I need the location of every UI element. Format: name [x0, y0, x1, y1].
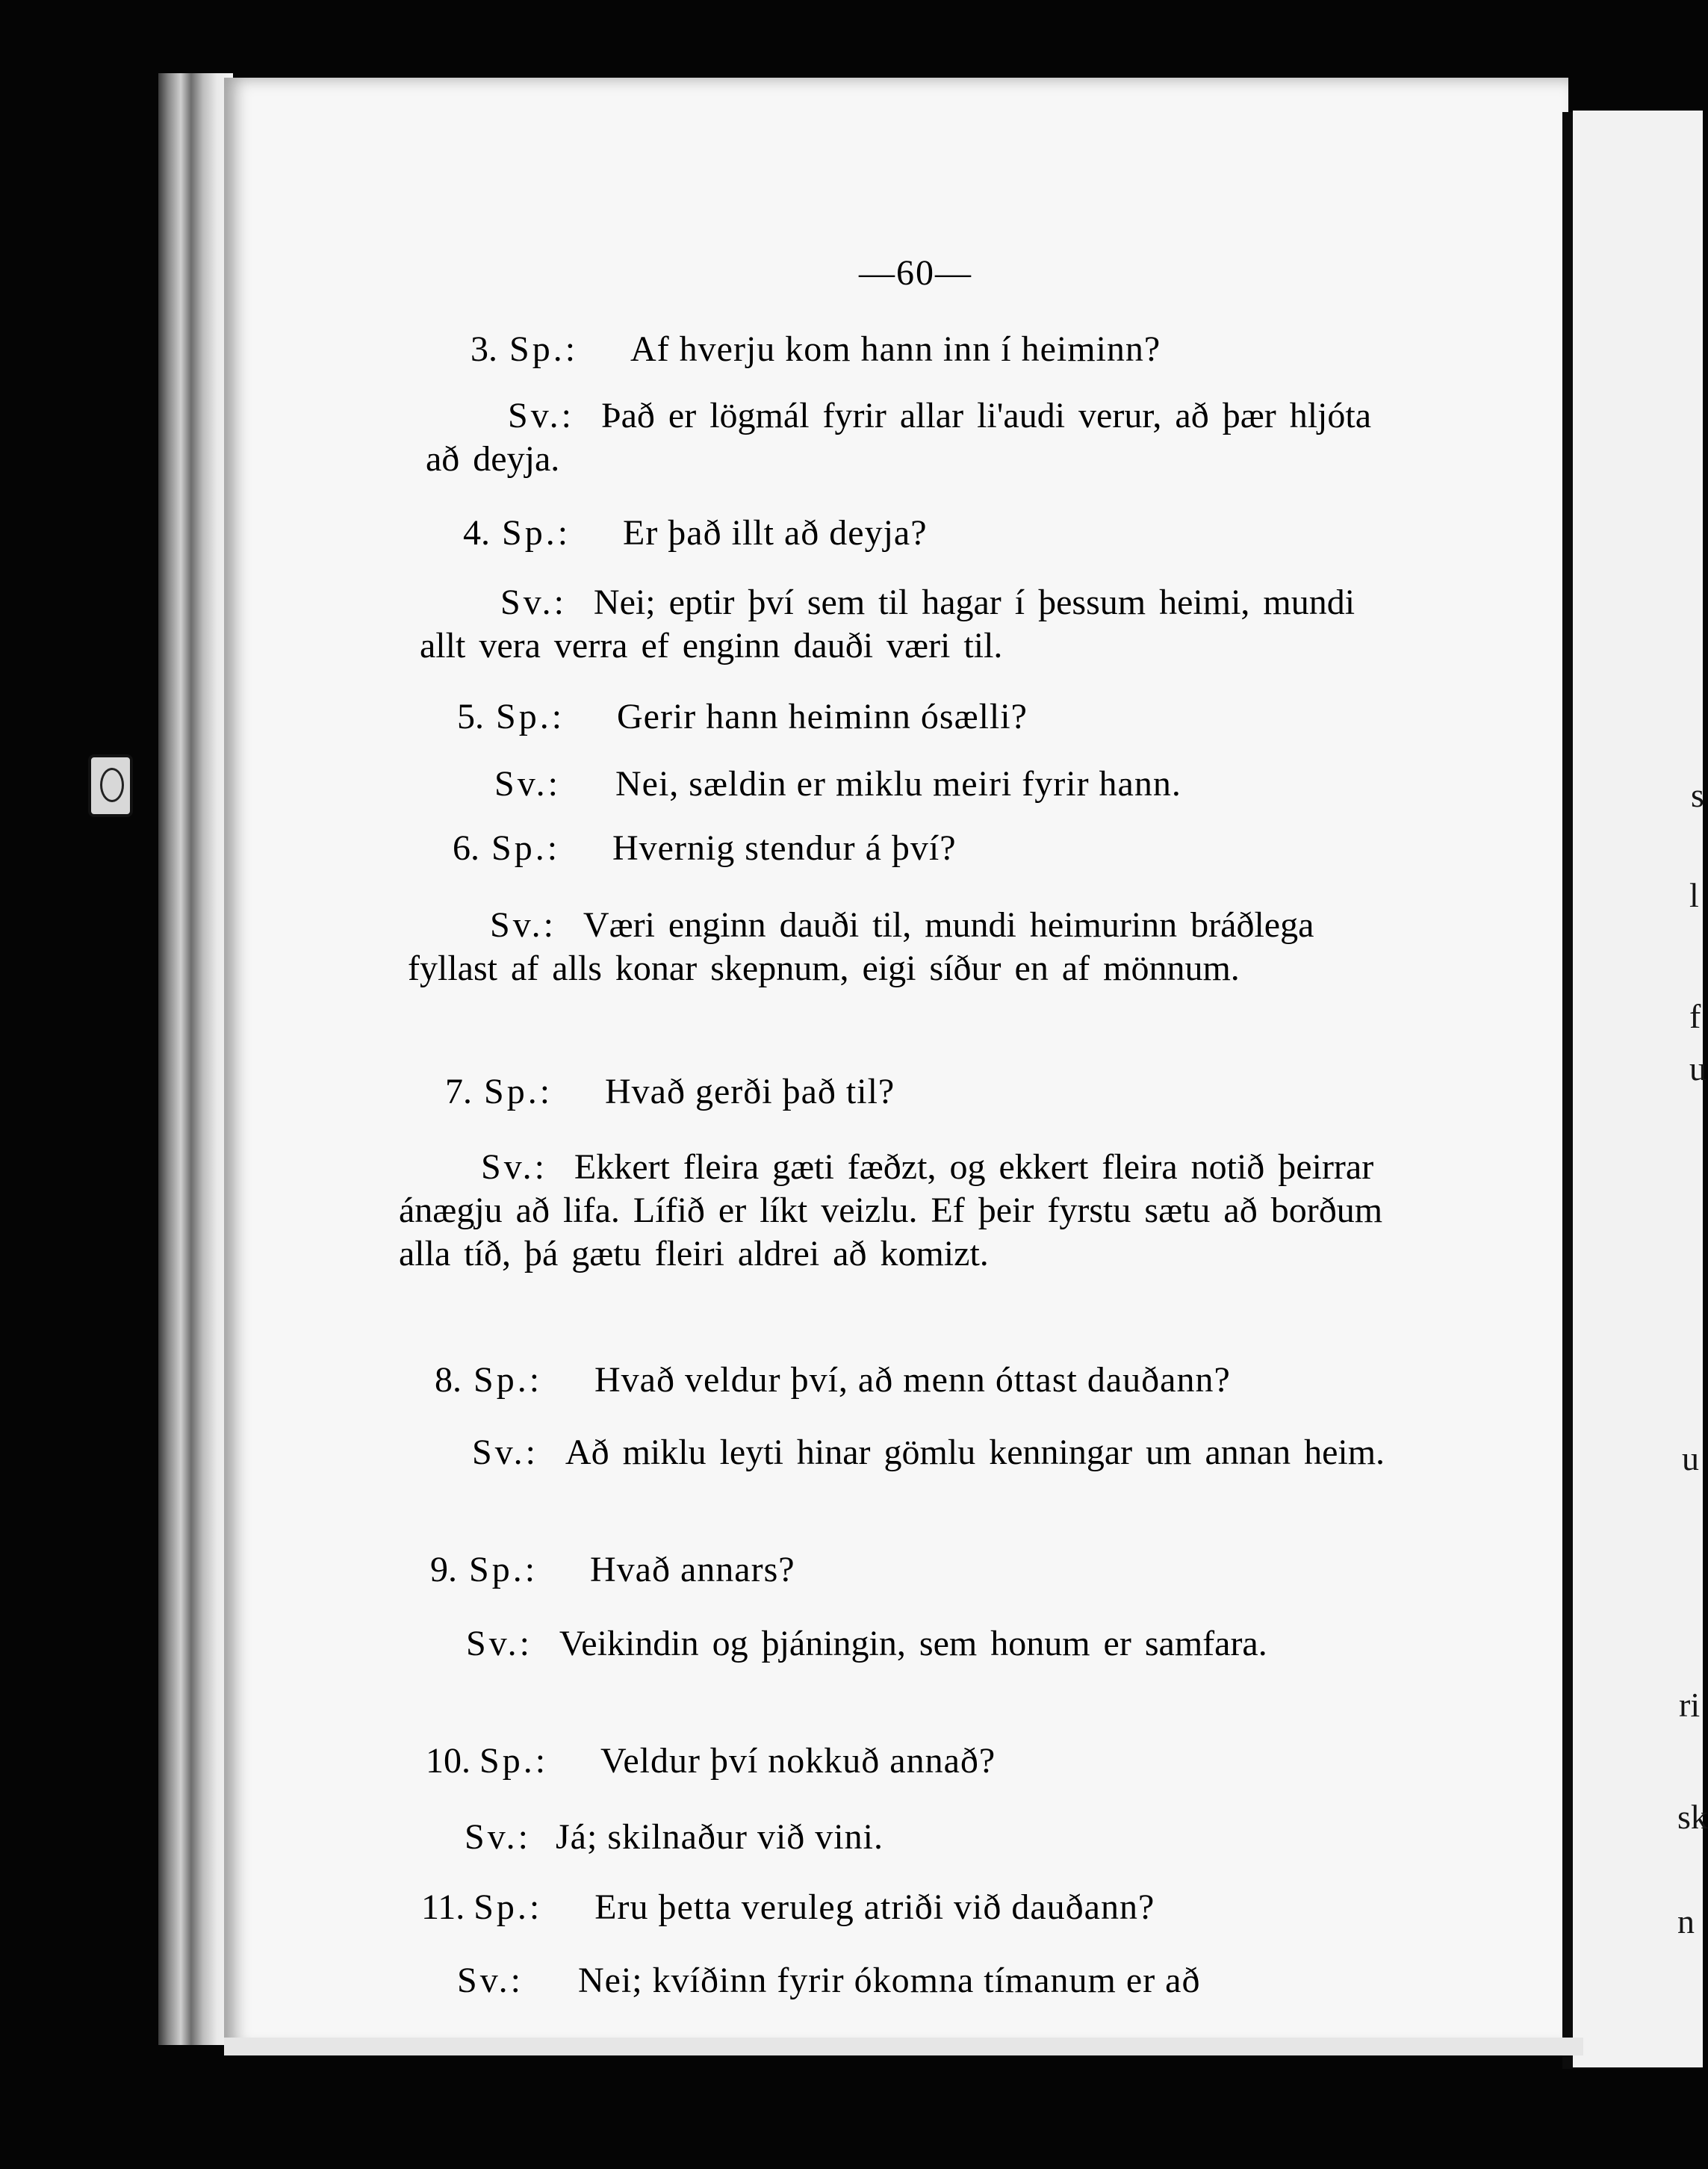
answer-text: Já; skilnaður við vini.: [556, 1817, 883, 1857]
question-text: Er það illt að deyja?: [623, 513, 928, 553]
question-label: Sp.:: [491, 828, 561, 868]
question-text: Eru þetta veruleg atriði við dauðann?: [594, 1887, 1155, 1927]
answer-3: [426, 394, 1412, 481]
page-edge-shadow: [1562, 112, 1573, 2069]
question-number: 6.: [453, 828, 479, 868]
question-number: 8.: [435, 1360, 462, 1400]
answer-text: Nei; kvíðinn fyrir ókomna tímanum er að: [578, 1961, 1201, 2000]
question-text: Hvernig stendur á því?: [612, 828, 957, 868]
question-number: 10.: [426, 1741, 471, 1781]
question-3: [471, 329, 1161, 370]
question-5: [457, 696, 1028, 737]
answer-text: Nei; eptir því sem til hagar í þessum heimi, mundi allt vera verra ef enginn dauði væri til.: [420, 583, 1355, 665]
question-label: Sp.:: [473, 1887, 543, 1927]
next-page-fragment: n: [1677, 1902, 1695, 1940]
question-10: [426, 1740, 996, 1781]
binding-clasp-icon: [88, 754, 133, 817]
answer-label: Sv.:: [472, 1433, 538, 1472]
answer-text: Ekkert fleira gæti fæðzt, og ekkert fleira notið þeirrar ánægju að lifa. Lífið er líkt veizlu. Ef þeir fyrstu sætu að borðum alla tíð, þá gætu fleiri aldrei að komizt.: [399, 1147, 1383, 1273]
answer-label: Sv.:: [465, 1817, 531, 1857]
question-4: [463, 512, 928, 553]
question-label: Sp.:: [502, 513, 571, 553]
question-label: Sp.:: [479, 1741, 549, 1781]
question-label: Sp.:: [496, 697, 565, 736]
question-label: Sp.:: [484, 1072, 553, 1111]
question-7: [445, 1071, 895, 1112]
answer-label: Sv.:: [481, 1147, 547, 1187]
question-number: 7.: [445, 1072, 472, 1111]
answer-4: [420, 581, 1413, 668]
question-11: [421, 1887, 1155, 1928]
question-6: [453, 828, 957, 869]
question-label: Sp.:: [509, 329, 579, 369]
next-page-fragment: u: [1682, 1439, 1699, 1477]
question-text: Hvað gerði það til?: [605, 1072, 895, 1111]
answer-5: [494, 763, 1181, 804]
answer-11: [457, 1960, 1200, 2001]
question-number: 5.: [457, 697, 484, 736]
next-page-fragment: ri: [1679, 1686, 1701, 1724]
answer-label: Sv.:: [457, 1961, 524, 2000]
answer-text: Veikindin og þjáningin, sem honum er samfara.: [559, 1624, 1267, 1663]
next-page-fragment: l: [1689, 876, 1699, 914]
next-page-fragment: u: [1689, 1049, 1707, 1087]
question-text: Gerir hann heiminn ósælli?: [617, 697, 1028, 736]
question-text: Hvað annars?: [590, 1550, 795, 1589]
question-label: Sp.:: [469, 1550, 538, 1589]
question-9: [430, 1549, 795, 1590]
answer-9: [384, 1622, 1392, 1666]
page-number: —60—: [859, 253, 972, 293]
question-text: Hvað veldur því, að menn óttast dauðann?: [594, 1360, 1231, 1400]
answer-text: Það er lögmál fyrir allar li'audi verur, að þær hljóta að deyja.: [426, 396, 1372, 479]
page-bottom-fold: [224, 2038, 1583, 2055]
answer-10: [465, 1816, 883, 1858]
question-number: 9.: [430, 1550, 457, 1589]
answer-label: Sv.:: [500, 583, 567, 622]
question-text: Veldur því nokkuð annað?: [600, 1741, 996, 1781]
answer-label: Sv.:: [466, 1624, 532, 1663]
next-page-strip: [1573, 111, 1703, 2067]
answer-label: Sv.:: [508, 396, 574, 435]
question-number: 4.: [463, 513, 490, 553]
answer-text: Nei, sældin er miklu meiri fyrir hann.: [615, 764, 1181, 804]
answer-label: Sv.:: [494, 764, 561, 804]
answer-label: Sv.:: [490, 905, 556, 945]
question-number: 11.: [421, 1887, 465, 1927]
question-8: [435, 1359, 1231, 1400]
answer-text: Að miklu leyti hinar gömlu kenningar um annan heim.: [565, 1433, 1385, 1472]
question-text: Af hverju kom hann inn í heiminn?: [630, 329, 1161, 369]
question-number: 3.: [471, 329, 497, 369]
answer-7: [399, 1146, 1407, 1276]
answer-text: Væri enginn dauði til, mundi heimurinn bráðlega fyllast af alls konar skepnum, eigi síður en af mönnum.: [408, 905, 1314, 988]
question-label: Sp.:: [473, 1360, 543, 1400]
book-spine: [158, 73, 233, 2045]
next-page-fragment: f: [1689, 997, 1701, 1035]
next-page-fragment: s: [1691, 776, 1704, 814]
answer-6: [408, 904, 1409, 990]
answer-8: [390, 1431, 1398, 1474]
next-page-fragment: sk: [1677, 1798, 1708, 1836]
